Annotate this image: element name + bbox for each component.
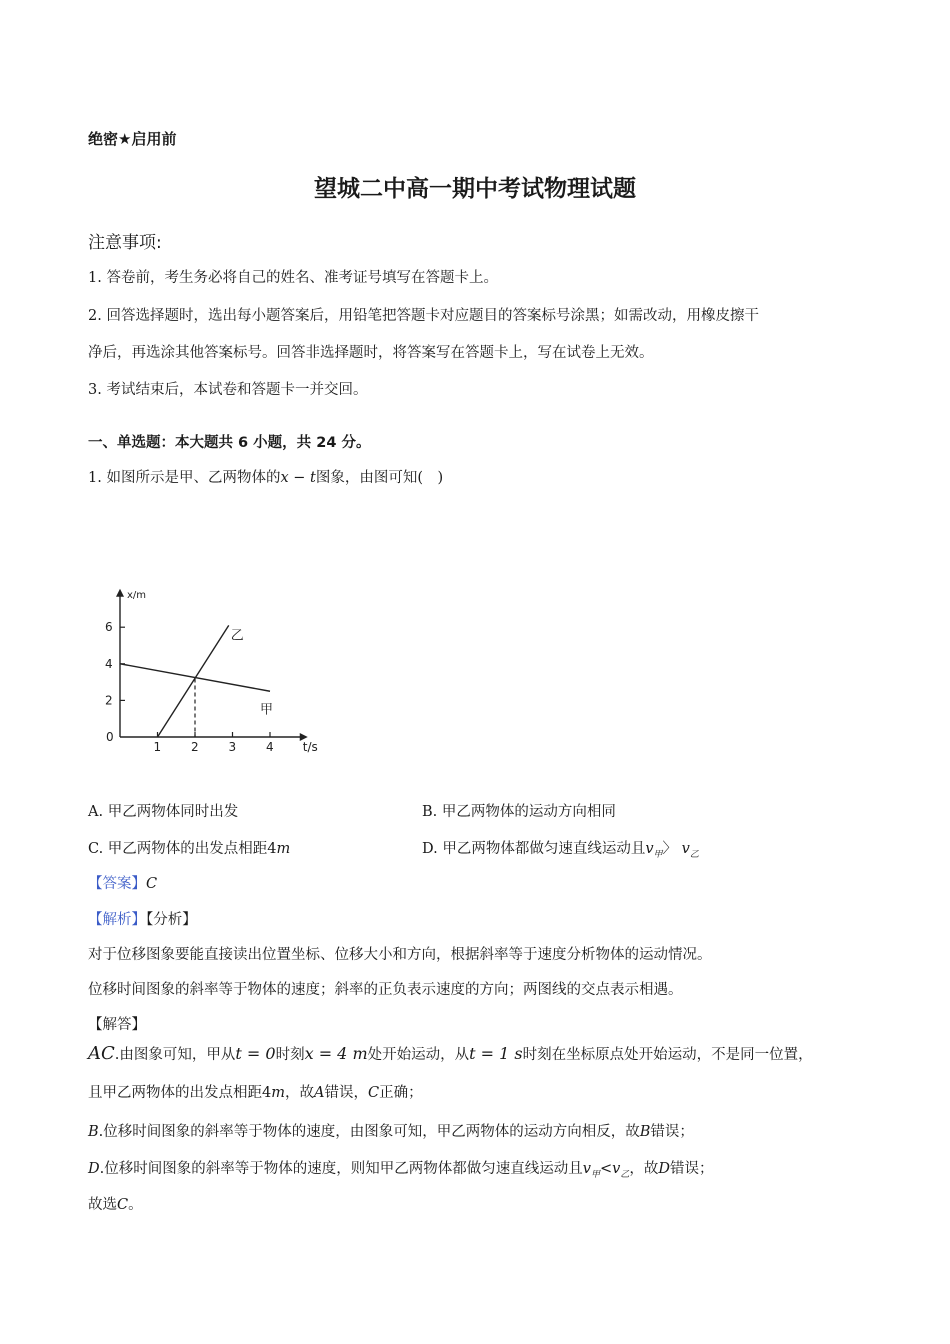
sol-ac: AC — [88, 1043, 115, 1064]
sol-text: ，故 — [629, 1161, 659, 1177]
analysis-label: 【解析】 — [88, 912, 146, 928]
note-item-3: 3. 考试结束后，本试卷和答题卡一并交回。 — [88, 382, 368, 398]
note-item-2-cont: 净后，再选涂其他答案标号。回答非选择题时，将答案写在答题卡上，写在试卷上无效。 — [88, 345, 654, 361]
y-tick-label: 6 — [105, 620, 113, 635]
analysis-tag: 【分析】 — [146, 912, 197, 928]
sol-math: C — [117, 1197, 129, 1213]
sol-text: 且甲乙两物体的出发点相距4 — [88, 1085, 272, 1101]
series-label-2: 乙 — [230, 628, 244, 644]
sol-math: m — [271, 1085, 285, 1101]
option-d-text: D. 甲乙两物体都做匀速直线运动且 — [422, 841, 646, 857]
page-title: 望城二中高一期中考试物理试题 — [314, 176, 636, 202]
option-d-sub2: 乙 — [689, 850, 699, 860]
sol-text: ，故 — [284, 1085, 314, 1101]
question-1-stem — [88, 466, 443, 487]
y-tick-label: 4 — [105, 656, 113, 671]
sol-text: .位移时间图象的斜率等于物体的速度，由图象可知，甲乙两物体的运动方向相反，故 — [98, 1124, 640, 1140]
secret-label: 绝密★启用前 — [88, 130, 177, 148]
note-item-1: 1. 答卷前，考生务必将自己的姓名、准考证号填写在答题卡上。 — [88, 270, 498, 286]
sol-text: 错误， — [324, 1085, 368, 1101]
sol-text: 错误； — [650, 1124, 694, 1140]
solution-tag: 【解答】 — [88, 1017, 146, 1033]
x-tick-label: 3 — [228, 740, 237, 754]
stem-post: 图象，由图可知( ) — [315, 470, 444, 486]
x-tick-label: 1 — [153, 740, 162, 754]
sol-math: v — [612, 1161, 621, 1177]
sol-math: B — [88, 1124, 99, 1140]
sol-sub: 乙 — [620, 1170, 630, 1180]
stem-var: x − t — [280, 470, 316, 486]
option-d-rel: 〉 — [662, 841, 678, 857]
solution-line-3 — [88, 1120, 694, 1141]
option-d-v2: v — [681, 841, 690, 857]
stem-pre: 1. 如图所示是甲、乙两物体的 — [88, 470, 281, 486]
analysis-line — [88, 908, 197, 929]
sol-math: v — [582, 1161, 591, 1177]
x-tick-label: 4 — [266, 740, 274, 754]
sol-text: 处开始运动，从 — [367, 1047, 470, 1063]
sol-text: 故选 — [88, 1197, 117, 1213]
analysis-text-2: 位移时间图象的斜率等于物体的速度；斜率的正负表示速度的方向；两图线的交点表示相遇。 — [88, 982, 683, 998]
x-tick-label: 2 — [191, 740, 199, 754]
sol-math: t = 1 s — [469, 1044, 523, 1063]
sol-sub: 甲 — [590, 1170, 600, 1180]
sol-text: 时刻 — [275, 1047, 305, 1063]
sol-math: D — [88, 1161, 100, 1177]
sol-text: 正确； — [379, 1085, 423, 1101]
sol-math: x = 4 m — [304, 1044, 368, 1063]
sol-text: 时刻在坐标原点处开始运动，不是同一位置， — [522, 1047, 813, 1063]
solution-line-2 — [88, 1081, 423, 1102]
sol-text: 。 — [128, 1197, 143, 1213]
section-title: 一、单选题：本大题共 6 小题，共 24 分。 — [88, 435, 371, 451]
notes-heading: 注意事项: — [88, 233, 162, 253]
sol-math: A — [313, 1085, 325, 1101]
option-a: A. 甲乙两物体同时出发 — [88, 804, 239, 820]
x-axis-label: t/s — [302, 740, 318, 754]
option-c — [88, 837, 290, 858]
answer-line — [88, 872, 157, 893]
option-d — [422, 837, 699, 860]
y-axis-arrow — [116, 589, 124, 597]
sol-math: < — [599, 1161, 613, 1177]
solution-line-4 — [88, 1157, 713, 1180]
xt-graph — [100, 585, 320, 760]
sol-text: .位移时间图象的斜率等于物体的速度，则知甲乙两物体都做匀速直线运动且 — [99, 1161, 583, 1177]
sol-math: C — [367, 1085, 380, 1101]
y-axis-label: x/m — [127, 589, 147, 601]
analysis-text-1: 对于位移图象要能直接读出位置坐标、位移大小和方向，根据斜率等于速度分析物体的运动情况。 — [88, 947, 712, 963]
sol-text: 错误； — [669, 1161, 714, 1177]
y-tick-label: 2 — [105, 693, 113, 708]
solution-line-5 — [88, 1193, 143, 1214]
sol-math: t = 0 — [235, 1044, 276, 1063]
sol-math: B — [639, 1124, 651, 1140]
option-c-text: C. 甲乙两物体的出发点相距4 — [88, 841, 277, 857]
series-label-1: 甲 — [260, 702, 274, 718]
answer-value: C — [146, 876, 158, 892]
answer-label: 【答案】 — [88, 876, 146, 892]
option-d-v1: v — [645, 841, 654, 857]
option-d-sub1: 甲 — [653, 850, 663, 860]
option-c-unit: m — [276, 841, 291, 857]
sol-math: D — [658, 1161, 670, 1177]
sol-text: .由图象可知，甲从 — [114, 1047, 236, 1063]
option-b: B. 甲乙两物体的运动方向相同 — [422, 804, 616, 820]
origin-label: 0 — [106, 730, 114, 744]
solution-line-1 — [88, 1043, 813, 1064]
note-item-2: 2. 回答选择题时，选出每小题答案后，用铅笔把答题卡对应题目的答案标号涂黑；如需改动，用橡皮擦干 — [88, 308, 759, 324]
